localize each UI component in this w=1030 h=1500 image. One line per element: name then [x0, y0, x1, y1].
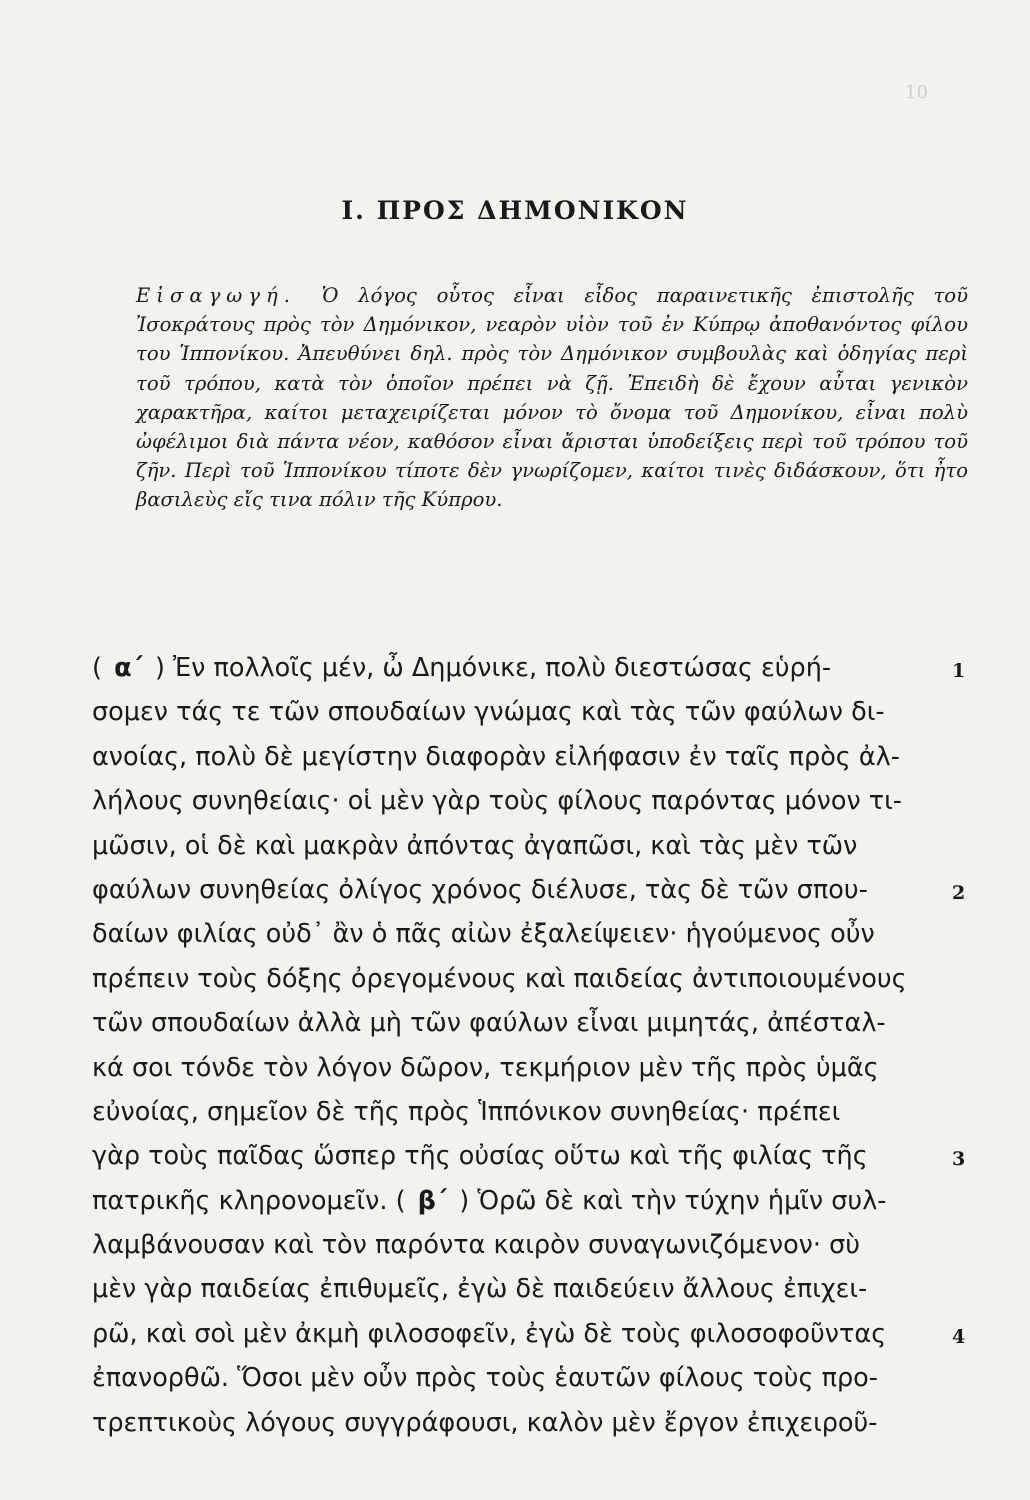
page-number: 10	[905, 82, 928, 103]
text-line-6: φαύλων συνηθείας ὀλίγος χρόνος διέλυσε, τὰς δὲ τῶν σπου-	[92, 874, 868, 905]
text-line-11: εὐνοίας, σημεῖον δὲ τῆς πρὸς Ἱππόνικον συνηθείας· πρέπει	[92, 1096, 841, 1127]
margin-number-1: 1	[952, 660, 966, 682]
text-line-8: πρέπειν τοὺς δόξης ὀρεγομένους καὶ παιδείας ἀντιποιουμένους	[92, 963, 907, 994]
text-line-18: τρεπτικοὺς λόγους συγγράφουσι, καλὸν μὲν ἔργον ἐπιχειροῦ-	[92, 1407, 878, 1438]
introduction-paragraph	[136, 281, 968, 515]
text-line-1	[92, 646, 950, 690]
text-line-5: μῶσιν, οἱ δὲ καὶ μακρὰν ἀπόντας ἀγαπῶσι, καὶ τὰς μὲν τῶν	[92, 830, 858, 861]
text-line-2: σομεν τάς τε τῶν σπουδαίων γνώμας καὶ τὰς τῶν φαύλων δι-	[92, 697, 885, 728]
section-close-paren: )	[154, 653, 165, 683]
section-marker-alpha: α΄	[114, 653, 143, 683]
text-line-7: δαίων φιλίας οὐδ᾽ ἂν ὁ πᾶς αἰὼν ἐξαλείψειεν· ἡγούμενος οὖν	[92, 919, 875, 950]
section-marker-beta: β΄	[417, 1185, 448, 1216]
margin-number-3: 3	[952, 1148, 966, 1170]
text-line-9: τῶν σπουδαίων ἀλλὰ μὴ τῶν φαύλων εἶναι μιμητάς, ἀπέσταλ-	[92, 1008, 886, 1039]
section-close-paren: )	[459, 1185, 470, 1216]
text-line-15: μὲν γὰρ παιδείας ἐπιθυμεῖς, ἐγὼ δὲ παιδεύειν ἄλλους ἐπιχει-	[92, 1274, 868, 1305]
text-line-4: λήλους συνηθείαις· οἱ μὲν γὰρ τοὺς φίλους παρόντας μόνον τι-	[92, 786, 902, 817]
text-line-13	[92, 1179, 950, 1223]
main-text	[92, 646, 950, 1445]
line-text: πατρικῆς κληρονομεῖν.	[92, 1185, 388, 1216]
text-line-3: ανοίας, πολὺ δὲ μεγίστην διαφορὰν εἰλήφασιν ἐν ταῖς πρὸς ἀλ-	[92, 741, 900, 772]
section-open-paren: (	[92, 653, 102, 683]
text-line-14: λαμβάνουσαν καὶ τὸν παρόντα καιρὸν συναγωνιζόμενον· σὺ	[92, 1230, 861, 1261]
line-text: Ὁρῶ δὲ καὶ τὴν τύχην ἡμῖν συλ-	[477, 1185, 887, 1216]
introduction-label: Εἰσαγωγή.	[136, 284, 296, 307]
text-line-10: κά σοι τόνδε τὸν λόγον δῶρον, τεκμήριον μὲν τῆς πρὸς ὑμᾶς	[92, 1052, 879, 1083]
margin-number-4: 4	[952, 1326, 966, 1348]
text-line-12: γὰρ τοὺς παῖδας ὥσπερ τῆς οὐσίας οὕτω καὶ τῆς φιλίας τῆς	[92, 1141, 868, 1172]
line-text: Ἐν πολλοῖς μέν, ὦ Δημόνικε, πολὺ διεστώσας εὑρή-	[173, 653, 832, 683]
text-line-17: ἐπανορθῶ. Ὅσοι μὲν οὖν πρὸς τοὺς ἑαυτῶν φίλους τοὺς προ-	[92, 1363, 878, 1394]
introduction-text: Ὁ λόγος οὗτος εἶναι εἶδος παραινετικῆς ἐπιστολῆς τοῦ Ἰσοκράτους πρὸς τὸν Δημόνικον, νεαρὸν υἱὸν τοῦ ἐν Κύπρῳ ἀποθανόντος φίλου του Ἱππονίκου. Ἀπευθύνει δηλ. πρὸς τὸν Δημόνικον συμβουλὰς καὶ ὁδηγίας περὶ τοῦ τρόπου, κατὰ τὸν ὁποῖον πρέπει νὰ ζῇ. Ἐπειδὴ δὲ ἔχουν αὗται γενικὸν χαρακτῆρα, καίτοι μεταχειρίζεται μόνον τὸ ὄνομα τοῦ Δημονίκου, εἶναι πολὺ ὠφέλιμοι διὰ πάντα νέον, καθόσον εἶναι ἄρισται ὑποδείξεις περὶ τοῦ τρόπου τοῦ ζῆν. Περὶ τοῦ Ἱππονίκου τίποτε δὲν γνωρίζομεν, καίτοι τινὲς διδάσκουν, ὅτι ἦτο βασιλεὺς εἴς τινα πόλιν τῆς Κύπρου.	[136, 284, 968, 512]
text-line-16: ρῶ, καὶ σοὶ μὲν ἀκμὴ φιλοσοφεῖν, ἐγὼ δὲ τοὺς φιλοσοφοῦντας	[92, 1318, 887, 1349]
section-open-paren: (	[395, 1185, 406, 1216]
margin-number-2: 2	[952, 882, 966, 904]
page-title: I. ΠΡΟΣ ΔΗΜΟΝΙΚΟΝ	[341, 196, 689, 225]
